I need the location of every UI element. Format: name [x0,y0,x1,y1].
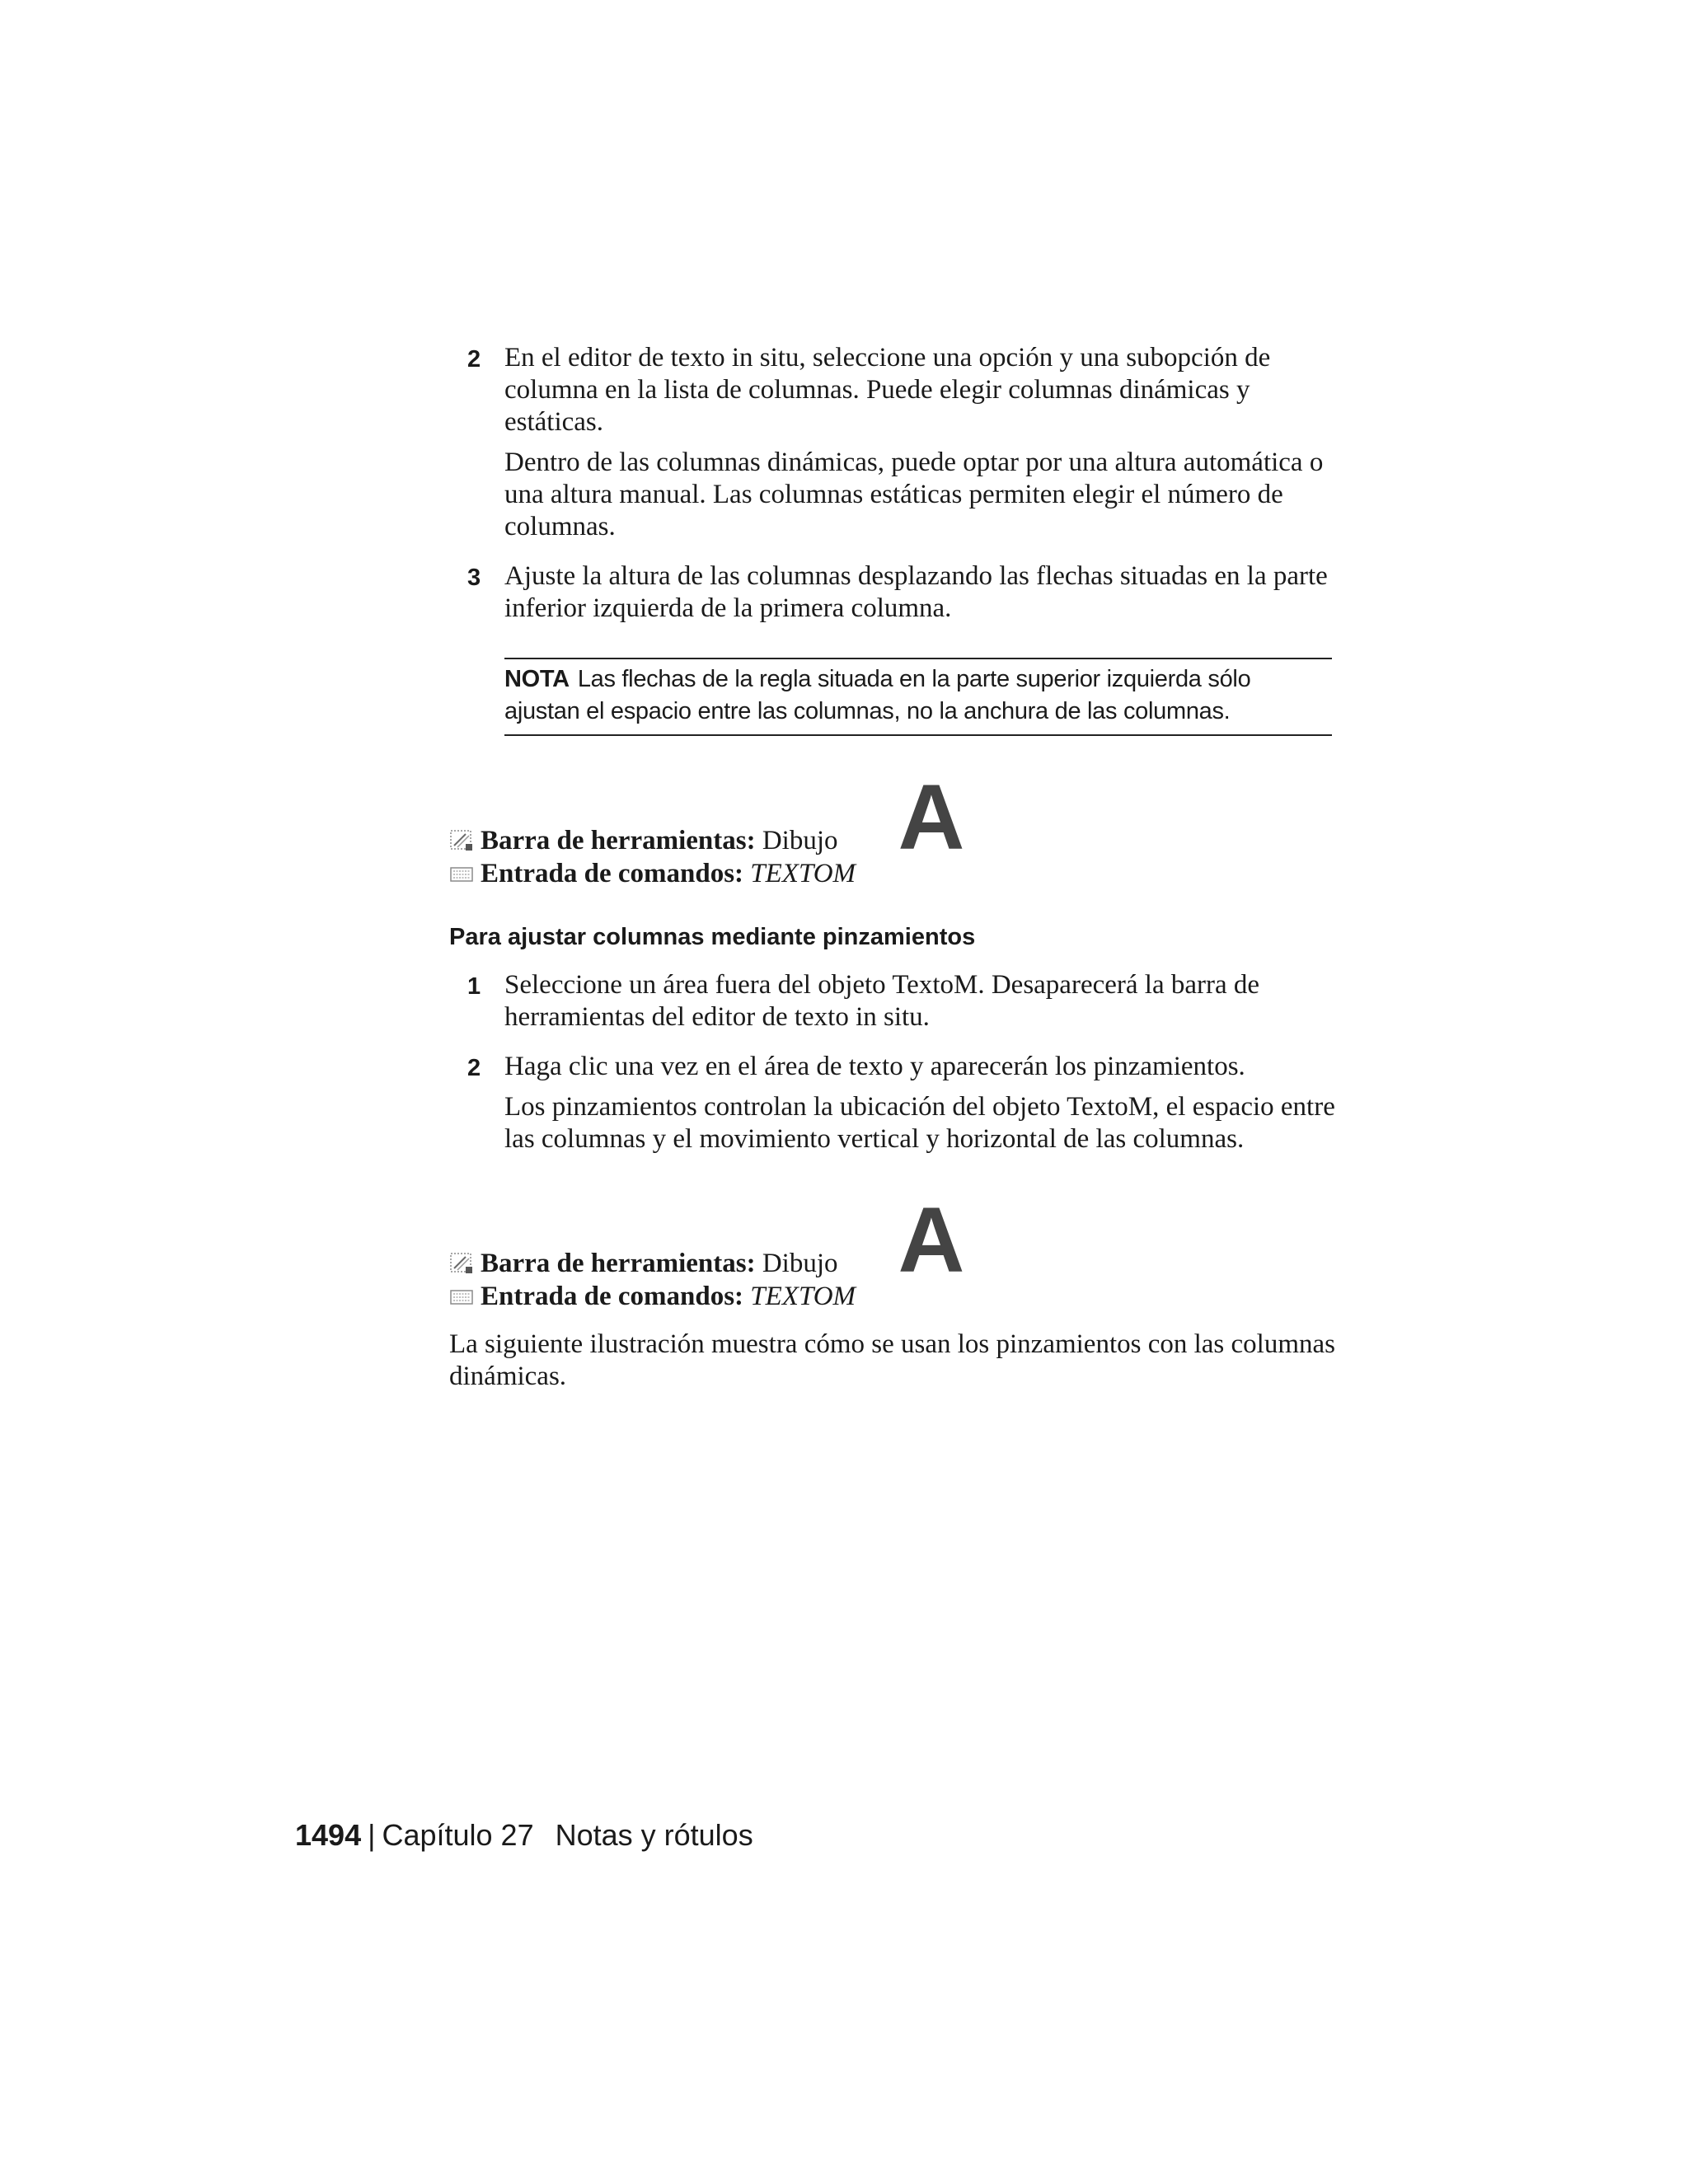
page-footer [295,1817,753,1854]
command-value: TEXTOM [750,1282,856,1311]
step-paragraph: Dentro de las columnas dinámicas, puede optar por una altura automática o una altura manual. Las columnas estáticas permiten elegir el número de columnas. [504,448,1324,541]
step-paragraph: En el editor de texto in situ, seleccione una opción y una subopción de columna en la lista de columnas. Puede elegir columnas dinámicas y estáticas. [504,343,1271,437]
toolbar-icon [449,827,474,851]
body-paragraph: La siguiente ilustración muestra cómo se usan los pinzamientos con las columnas dinámicas. [449,1329,1335,1391]
step-paragraph: Ajuste la altura de las columnas desplazando las flechas situadas en la parte inferior izquierda de la primera columna. [504,561,1328,623]
toolbar-icon [449,1250,474,1273]
list-item [449,969,1339,1042]
toolbar-reference-block [449,776,1026,894]
step-number: 2 [467,346,481,373]
keyboard-icon [449,860,474,883]
multiline-text-icon [894,1199,968,1282]
step-number: 3 [467,565,481,591]
multiline-text-icon-letter: A [898,1199,965,1282]
step-paragraph: Seleccione un área fuera del objeto TextoM. Desaparecerá la barra de herramientas del editor de texto in situ. [504,970,1260,1032]
procedure-heading: Para ajustar columnas mediante pinzamientos [449,924,976,950]
step-paragraph: Los pinzamientos controlan la ubicación del objeto TextoM, el espacio entre las columnas y el movimiento vertical y horizontal de las columnas. [504,1092,1335,1154]
list-item [449,1051,1339,1164]
command-label: Entrada de comandos: [481,859,744,888]
command-row [449,1280,856,1313]
multiline-text-icon-letter: A [898,776,965,859]
step-number: 2 [467,1055,481,1081]
toolbar-reference-block [449,1199,1026,1317]
multiline-text-icon [894,776,968,859]
step-number: 1 [467,973,481,1000]
toolbar-row [449,824,838,857]
toolbar-value: Dibujo [762,826,838,855]
note-box [504,658,1332,736]
chapter-label: Capítulo 27 [382,1818,534,1852]
note-label: NOTA [504,666,570,692]
toolbar-label: Barra de herramientas: [481,1249,756,1278]
list-item [449,342,1339,551]
toolbar-value: Dibujo [762,1249,838,1278]
footer-separator: | [368,1818,376,1852]
command-label: Entrada de comandos: [481,1282,744,1311]
page-number: 1494 [295,1818,362,1852]
note-text: Las flechas de la regla situada en la parte superior izquierda sólo ajustan el espacio entre las columnas, no la anchura de las columnas. [504,666,1251,724]
toolbar-label: Barra de herramientas: [481,826,756,855]
list-item [449,560,1339,633]
step-paragraph: Haga clic una vez en el área de texto y aparecerán los pinzamientos. [504,1052,1245,1081]
keyboard-icon [449,1283,474,1306]
command-value: TEXTOM [750,859,856,888]
command-row [449,857,856,890]
chapter-title: Notas y rótulos [555,1818,753,1852]
toolbar-row [449,1247,838,1280]
